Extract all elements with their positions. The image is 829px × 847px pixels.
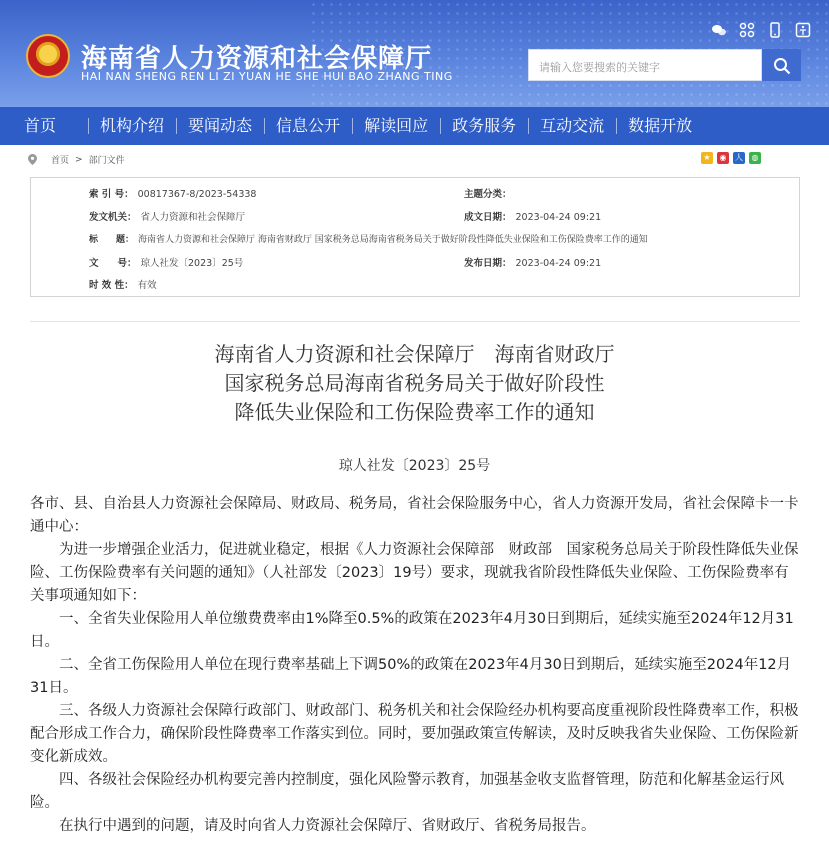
accessibility-icon[interactable]	[795, 22, 811, 38]
article-paragraph: 一、全省失业保险用人单位缴费费率由1%降至0.5%的政策在2023年4月30日到期后，延续实施至2024年12月31日。	[30, 611, 794, 650]
nav-divider	[352, 118, 353, 134]
article-body	[30, 493, 802, 838]
share-bar	[701, 152, 761, 164]
site-title-english: HAI NAN SHENG REN LI ZI YUAN HE SHE HUI BAO ZHANG TING	[81, 70, 453, 83]
search-button[interactable]	[762, 49, 801, 81]
nav-divider	[528, 118, 529, 134]
breadcrumb-current[interactable]: 部门文件	[88, 156, 125, 166]
breadcrumb-separator: >	[75, 154, 83, 165]
site-title[interactable]: 海南省人力资源和社会保障厅	[81, 44, 433, 74]
network-icon[interactable]	[739, 22, 755, 38]
wechat-icon[interactable]	[711, 22, 727, 38]
article-paragraph: 各市、县、自治县人力资源社会保障局、财政局、税务局，省社会保险服务中心，省人力资源开发局，省社会保障卡一卡通中心：	[30, 496, 799, 535]
nav-divider	[264, 118, 265, 134]
article-paragraph: 为进一步增强企业活力，促进就业稳定，根据《人力资源社会保障部 财政部 国家税务总局关于阶段性降低失业保险、工伤保险费率有关问题的通知》（人社部发〔2023〕19号）要求，现就我省阶段性降低失业保险、工伤保险费率有关事项通知如下：	[30, 542, 799, 604]
nav-services[interactable]: 政务服务	[452, 116, 517, 135]
search-icon	[773, 57, 791, 75]
article-paragraph: 三、各级人力资源社会保障行政部门、财政部门、税务机关和社会保险经办机构要高度重视阶段性降费率工作，积极配合形成工作合力，确保阶段性降费率工作落实到位。同时，要加强政策宣传解读，及时反映我省失业保险、工伤保险新变化新成效。	[30, 703, 799, 765]
mobile-icon[interactable]	[767, 22, 783, 38]
nav-divider	[616, 118, 617, 134]
meta-index: 索 引 号： 00817367-8/2023-54338	[89, 189, 257, 200]
article-paragraph: 在执行中遇到的问题，请及时向省人力资源社会保障厅、省财政厅、省税务局报告。	[59, 818, 596, 834]
article-paragraph: 二、全省工伤保险用人单位在现行费率基础上下调50%的政策在2023年4月30日到期后，延续实施至2024年12月31日。	[30, 657, 792, 696]
nav-open-info[interactable]: 信息公开	[276, 116, 341, 135]
site-header	[0, 0, 829, 107]
nav-divider	[440, 118, 441, 134]
nav-divider	[88, 118, 89, 134]
article-title	[0, 340, 829, 427]
national-emblem-icon	[26, 34, 70, 78]
meta-org: 发文机关： 省人力资源和社会保障厅	[89, 212, 246, 223]
nav-about[interactable]: 机构介绍	[100, 116, 165, 135]
nav-interpretation[interactable]: 解读回应	[364, 116, 429, 135]
meta-validity: 时 效 性： 有效	[89, 280, 157, 291]
meta-published: 发布日期： 2023-04-24 09:21	[464, 258, 602, 269]
meta-theme: 主题分类：	[464, 189, 512, 200]
article-title-line: 降低失业保险和工伤保险费率工作的通知	[234, 400, 595, 424]
nav-news[interactable]: 要闻动态	[188, 116, 253, 135]
content-divider	[30, 321, 800, 322]
meta-created: 成文日期： 2023-04-24 09:21	[464, 212, 602, 223]
nav-open-data[interactable]: 数据开放	[628, 116, 693, 135]
main-navigation	[0, 107, 829, 145]
breadcrumb-home[interactable]: 首页	[51, 156, 70, 166]
meta-docno: 文 号： 琼人社发〔2023〕25号	[89, 258, 244, 269]
nav-home[interactable]: 首页	[24, 116, 57, 135]
meta-title: 标 题： 海南省人力资源和社会保障厅 海南省财政厅 国家税务总局海南省税务局关于做好阶段性降低失业保险和工伤保险费率工作的通知	[89, 235, 648, 245]
nav-divider	[176, 118, 177, 134]
nav-interaction[interactable]: 互动交流	[540, 116, 605, 135]
article-title-line: 国家税务总局海南省税务局关于做好阶段性	[224, 371, 605, 395]
article-doc-number: 琼人社发〔2023〕25号	[338, 458, 491, 474]
share-wechat-icon[interactable]: ◍	[749, 152, 761, 164]
article-paragraph: 四、各级社会保险经办机构要完善内控制度，强化风险警示教育，加强基金收支监督管理，防范和化解基金运行风险。	[30, 772, 784, 811]
top-icon-bar	[711, 22, 811, 38]
share-qzone-icon[interactable]: ★	[701, 152, 713, 164]
article-title-line: 海南省人力资源和社会保障厅 海南省财政厅	[214, 342, 615, 366]
search-input[interactable]: 请输入您要搜索的关键字	[528, 49, 762, 81]
breadcrumb	[28, 153, 125, 166]
location-pin-icon	[28, 154, 37, 165]
share-renren-icon[interactable]: 人	[735, 153, 743, 162]
document-metadata	[30, 177, 800, 297]
share-weibo-icon[interactable]: ◉	[717, 152, 729, 164]
